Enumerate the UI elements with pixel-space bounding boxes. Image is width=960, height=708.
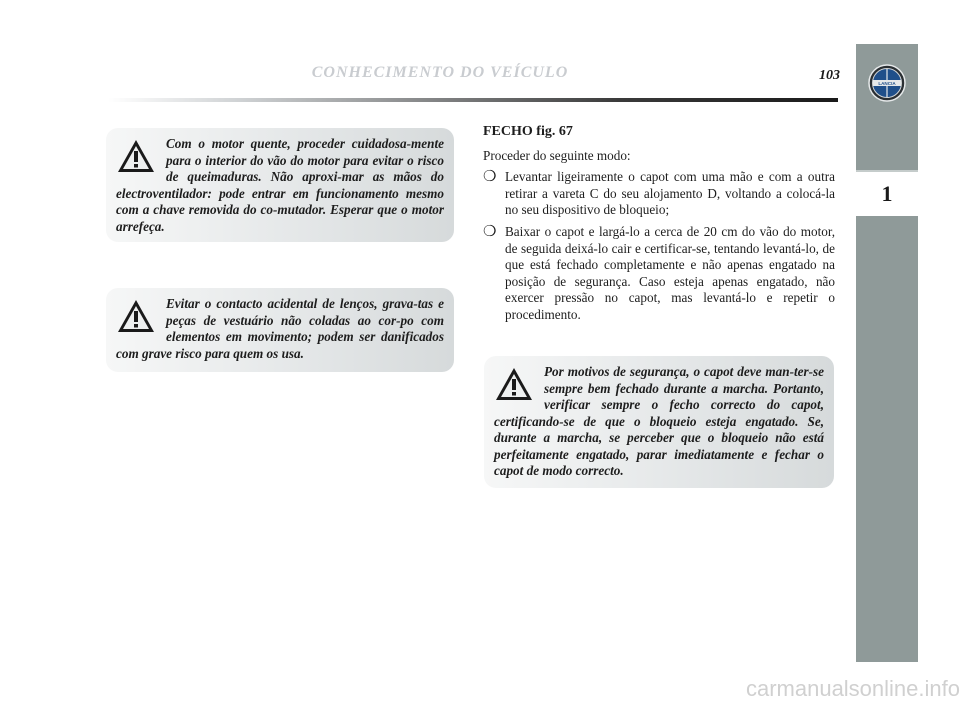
warning-box-hot-engine [106, 128, 454, 242]
bullet-icon: ❍ [483, 223, 497, 240]
section-title: CONHECIMENTO DO VEÍCULO [311, 64, 569, 81]
warning-text: Evitar o contacto acidental de lenços, grava-tas e peças de vestuário não coladas ao cor-po com elementos em movimento; podem ser danificados com grave risco para quem os usa. [116, 296, 444, 361]
logo-area [856, 44, 918, 128]
watermark: carmanualsonline.info [745, 676, 960, 701]
chapter-number[interactable]: 1 [856, 170, 918, 216]
main-content [483, 124, 835, 329]
list-item [483, 169, 835, 219]
warning-triangle-icon [116, 298, 156, 334]
svg-text:LANCIA: LANCIA [878, 81, 896, 86]
warning-text: Por motivos de segurança, o capot deve man-ter-se sempre bem fechado durante a marcha. Portanto, verificar sempre o fecho correcto do capot, certificando-se de que o bloqueio esteja engatado. Se, durante a marcha, se perceber que o bloqueio não está perfeitamente engatado, parar imediatamente e fechar o capot de modo correcto. [494, 364, 824, 478]
intro-text: Proceder do seguinte modo: [483, 147, 631, 163]
step-text: Levantar ligeiramente o capot com uma mão e com a outra retirar a vareta C do seu alojamento D, voltando a colocá-la no seu dispositivo de bloqueio; [505, 169, 835, 218]
section-heading: FECHO fig. 67 [483, 124, 573, 139]
warning-triangle-icon [494, 366, 534, 402]
page-number: 103 [819, 68, 840, 83]
warning-box-clothing [106, 288, 454, 372]
warning-triangle-icon [116, 138, 156, 174]
step-text: Baixar o capot e largá-lo a cerca de 20 cm do vão do motor, de seguida deixá-lo cair e certificar-se, tentando levantá-lo, de que está fechado completamente e não apenas engatado na posição de segurança. Caso esteja apenas engatado, não exercer pressão no capot, mas levantá-lo e repetir o procedimento. [505, 223, 835, 322]
header-rule [108, 98, 838, 102]
bullet-icon: ❍ [483, 169, 497, 186]
warning-box-bonnet-safety [484, 356, 834, 488]
lancia-logo-icon [868, 64, 906, 102]
warning-text: Com o motor quente, proceder cuidadosa-mente para o interior do vão do motor para evitar o risco de queimaduras. Não aproxi-mar as mãos do electroventilador: pode entrar em funcionamento mesmo com a chave removida do co-mutador. Esperar que o motor arrefeça. [116, 136, 444, 234]
chapter-sidebar [856, 44, 918, 662]
list-item [483, 224, 835, 324]
